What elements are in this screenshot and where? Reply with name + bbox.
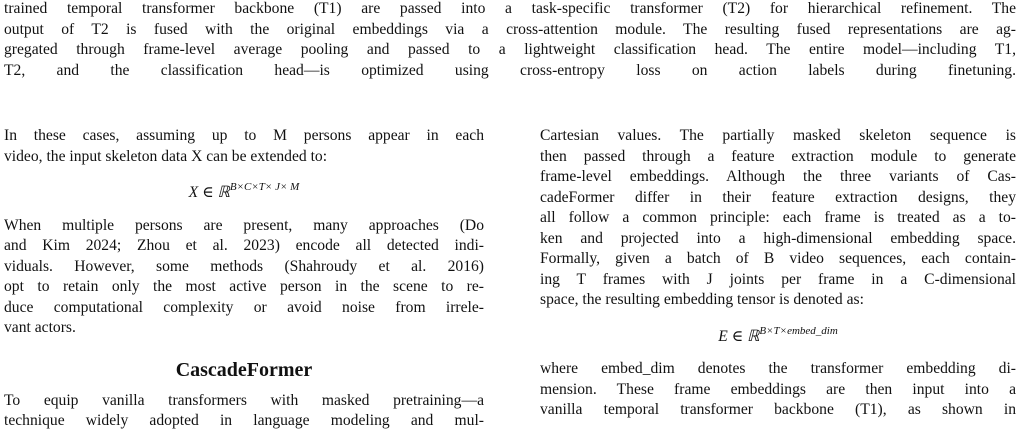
left-column [4, 126, 484, 432]
equation-lhs: X ∈ ℝ [188, 184, 230, 201]
figure-caption [4, 0, 1016, 81]
equation-lhs: E ∈ ℝ [718, 327, 760, 345]
body-line: ken and projected into a high-dimensional embedding space. [540, 229, 1016, 247]
body-line: duce computational complexity or avoid noise from irrele- [4, 298, 484, 316]
body-line: In these cases, assuming up to M persons appear in each [4, 127, 484, 144]
section-heading: CascadeFormer [175, 358, 313, 381]
body-line: video, the input skeleton data X can be extended to: [4, 147, 328, 165]
body-line: opt to retain only the most active person in the scene to re- [4, 278, 484, 295]
body-line: and Kim 2024; Zhou et al. 2023) encode all detected indi- [4, 237, 484, 254]
body-line: cadeFormer differ in their feature extraction designs, they [540, 188, 1016, 206]
caption-line: T2, and the classification head—is optimized using cross-entropy loss on action labels during finetuning. [4, 61, 1016, 79]
body-line: Formally, given a batch of B video sequences, each contain- [540, 250, 1016, 267]
equation-superscript: B×T×embed_dim [759, 324, 838, 337]
equation-x [4, 177, 484, 204]
equation-superscript: B×C×T× J× M [229, 181, 300, 193]
body-line: space, the resulting embedding tensor is denoted as: [540, 291, 864, 308]
right-column [540, 126, 1016, 421]
body-line: Cartesian values. The partially masked skeleton sequence is [540, 127, 1016, 144]
body-line: all follow a common principle: each frame is treated as a to- [540, 209, 1016, 226]
body-line: ing T frames with J joints per frame in a C-dimensional [540, 270, 1016, 288]
body-line: technique widely adopted in language modeling and mul- [4, 412, 484, 429]
caption-line: gregated through frame-level average pooling and passed to a lightweight classification head. The entire model—including T1, [4, 41, 1016, 58]
body-line: then passed through a feature extraction module to generate [540, 147, 1016, 165]
caption-line: trained temporal transformer backbone (T1) are passed into a task-specific transformer (T2) for hierarchical refinement. The [4, 0, 1016, 17]
body-line: vanilla temporal transformer backbone (T1), as shown in [540, 401, 1016, 418]
body-line: To equip vanilla transformers with masked pretraining—a [4, 391, 484, 409]
body-line: When multiple persons are present, many approaches (Do [4, 216, 484, 234]
caption-line: output of T2 is fused with the original embeddings via a cross-attention module. The resulting fused representations are ag- [4, 20, 1016, 38]
body-line: frame-level embeddings. Although the three variants of Cas- [540, 168, 1016, 185]
body-line: where embed_dim denotes the transformer embedding di- [540, 360, 1016, 377]
body-line: viduals. However, some methods (Shahroudy et al. 2016) [4, 257, 484, 275]
body-line: vant actors. [4, 319, 76, 336]
equation-e [540, 321, 1016, 348]
body-line: mension. These frame embeddings are then input into a [540, 380, 1016, 398]
